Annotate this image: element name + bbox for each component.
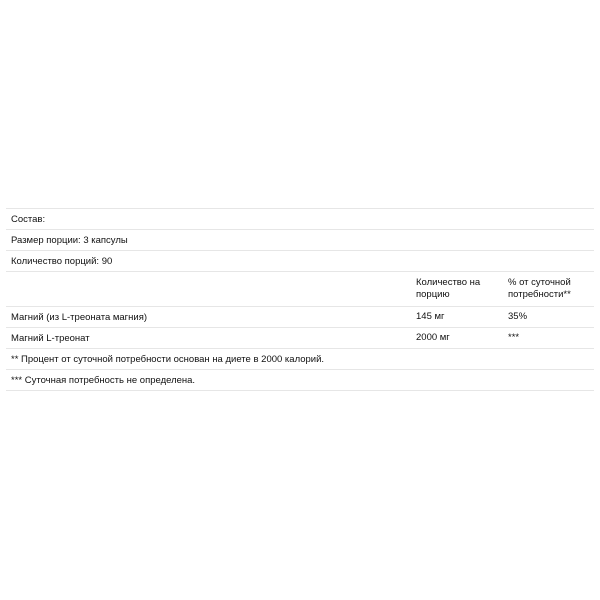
supplement-facts-table <box>6 208 594 391</box>
ingredient-name: Магний L-треонат <box>11 332 90 344</box>
table-row <box>6 328 594 349</box>
header-dv-line1: % от суточной <box>508 277 571 288</box>
header-amount <box>416 277 508 301</box>
header-amount-line2: порцию <box>416 289 450 300</box>
table-row <box>6 307 594 328</box>
header-daily-value <box>508 277 594 301</box>
ingredient-name: Магний (из L-треоната магния) <box>11 311 148 323</box>
composition-row <box>6 209 594 230</box>
servings-count: Количество порций: 90 <box>11 255 113 267</box>
footnote-not-established: *** Суточная потребность не определена. <box>11 374 196 386</box>
footnote-daily-value: ** Процент от суточной потребности основан на диете в 2000 калорий. <box>11 353 325 365</box>
header-amount-line1: Количество на <box>416 277 481 288</box>
ingredient-amount: 2000 мг <box>416 332 450 343</box>
ingredient-amount: 145 мг <box>416 311 445 322</box>
serving-size-row <box>6 230 594 251</box>
serving-size: Размер порции: 3 капсулы <box>11 234 128 246</box>
header-row <box>6 272 594 307</box>
ingredient-daily-value: *** <box>508 332 520 343</box>
footnote-row <box>6 349 594 370</box>
ingredient-daily-value: 35% <box>508 311 528 322</box>
header-dv-line2: потребности** <box>508 289 571 300</box>
servings-count-row <box>6 251 594 272</box>
footnote-row <box>6 370 594 391</box>
composition-label: Состав: <box>11 213 46 225</box>
